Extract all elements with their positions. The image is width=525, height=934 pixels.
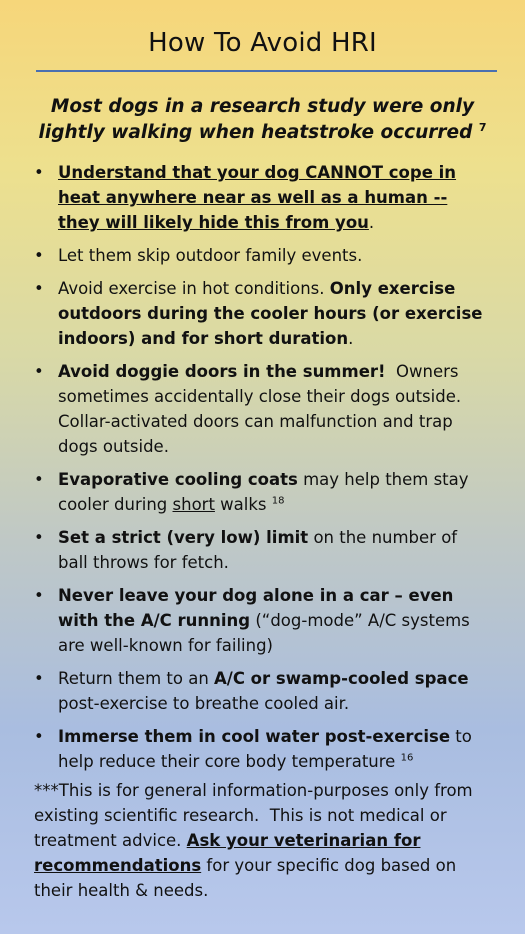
bullet-1-text: . <box>368 213 375 232</box>
title-divider <box>36 70 497 72</box>
subtitle <box>30 94 495 146</box>
list-item <box>34 467 492 517</box>
bullet-5-reference: 18 <box>271 495 285 507</box>
bullet-6-text: on the number of ball throws for fetch. <box>58 528 458 572</box>
disclaimer-vet-advice: Ask your veterinarian for recommendations <box>34 831 421 875</box>
disclaimer <box>34 778 492 903</box>
bullet-8-text-end: post-exercise to breathe cooled air. <box>58 694 350 713</box>
bullet-9-reference: 16 <box>400 752 414 764</box>
bullet-8-text: Return them to an <box>58 669 215 688</box>
bullet-3-bold: Only exercise outdoors during the cooler hours (or exercise indoors) and for short duration <box>58 279 483 348</box>
bullet-5-text: may help them stay cooler during <box>58 470 469 514</box>
list-item <box>34 583 492 658</box>
subtitle-text: Most dogs in a research study were only lightly walking when heatstroke occurred <box>38 96 475 143</box>
bullet-2-text: Let them skip outdoor family events. <box>58 246 363 265</box>
bullet-6-bold: Set a strict (very low) limit <box>58 528 309 547</box>
list-item <box>34 525 492 575</box>
disclaimer-text: ***This is for general information-purposes only from existing scientific research. This is not medical or treatment advice. <box>34 781 478 850</box>
bullet-5-bold: Evaporative cooling coats <box>58 470 298 489</box>
tips-list <box>34 160 492 782</box>
bullet-9-bold: Immerse them in cool water post-exercise <box>58 727 451 746</box>
bullet-9-text: to help reduce their core body temperature <box>58 727 472 771</box>
list-item <box>34 359 492 459</box>
page-title: How To Avoid HRI <box>148 28 377 58</box>
disclaimer-text-end: for your specific dog based on their health & needs. <box>34 856 457 900</box>
bullet-3-text-end: . <box>348 329 354 348</box>
bullet-7-text: (“dog-mode” A/C systems are well-known for failing) <box>58 611 470 655</box>
bullet-5-text-end: walks <box>214 495 272 514</box>
bullet-7-bold: Never leave your dog alone in a car – even with the A/C running <box>58 586 454 630</box>
bullet-4-text: Owners sometimes accidentally close their dogs outside. Collar-activated doors can malfunction and trap dogs outside. <box>58 362 472 456</box>
list-item <box>34 724 492 774</box>
bullet-4-bold: Avoid doggie doors in the summer! <box>58 362 386 381</box>
bullet-1-bold: Understand that your dog CANNOT cope in heat anywhere near as well as a human -- they will likely hide this from you <box>58 163 457 232</box>
bullet-8-bold: A/C or swamp-cooled space <box>214 669 469 688</box>
subtitle-reference: 7 <box>478 120 487 134</box>
bullet-5-underline: short <box>172 495 215 514</box>
list-item <box>34 276 492 351</box>
list-item <box>34 666 492 716</box>
list-item <box>34 160 492 235</box>
bullet-3-text: Avoid exercise in hot conditions. <box>58 279 330 298</box>
list-item <box>34 243 492 268</box>
